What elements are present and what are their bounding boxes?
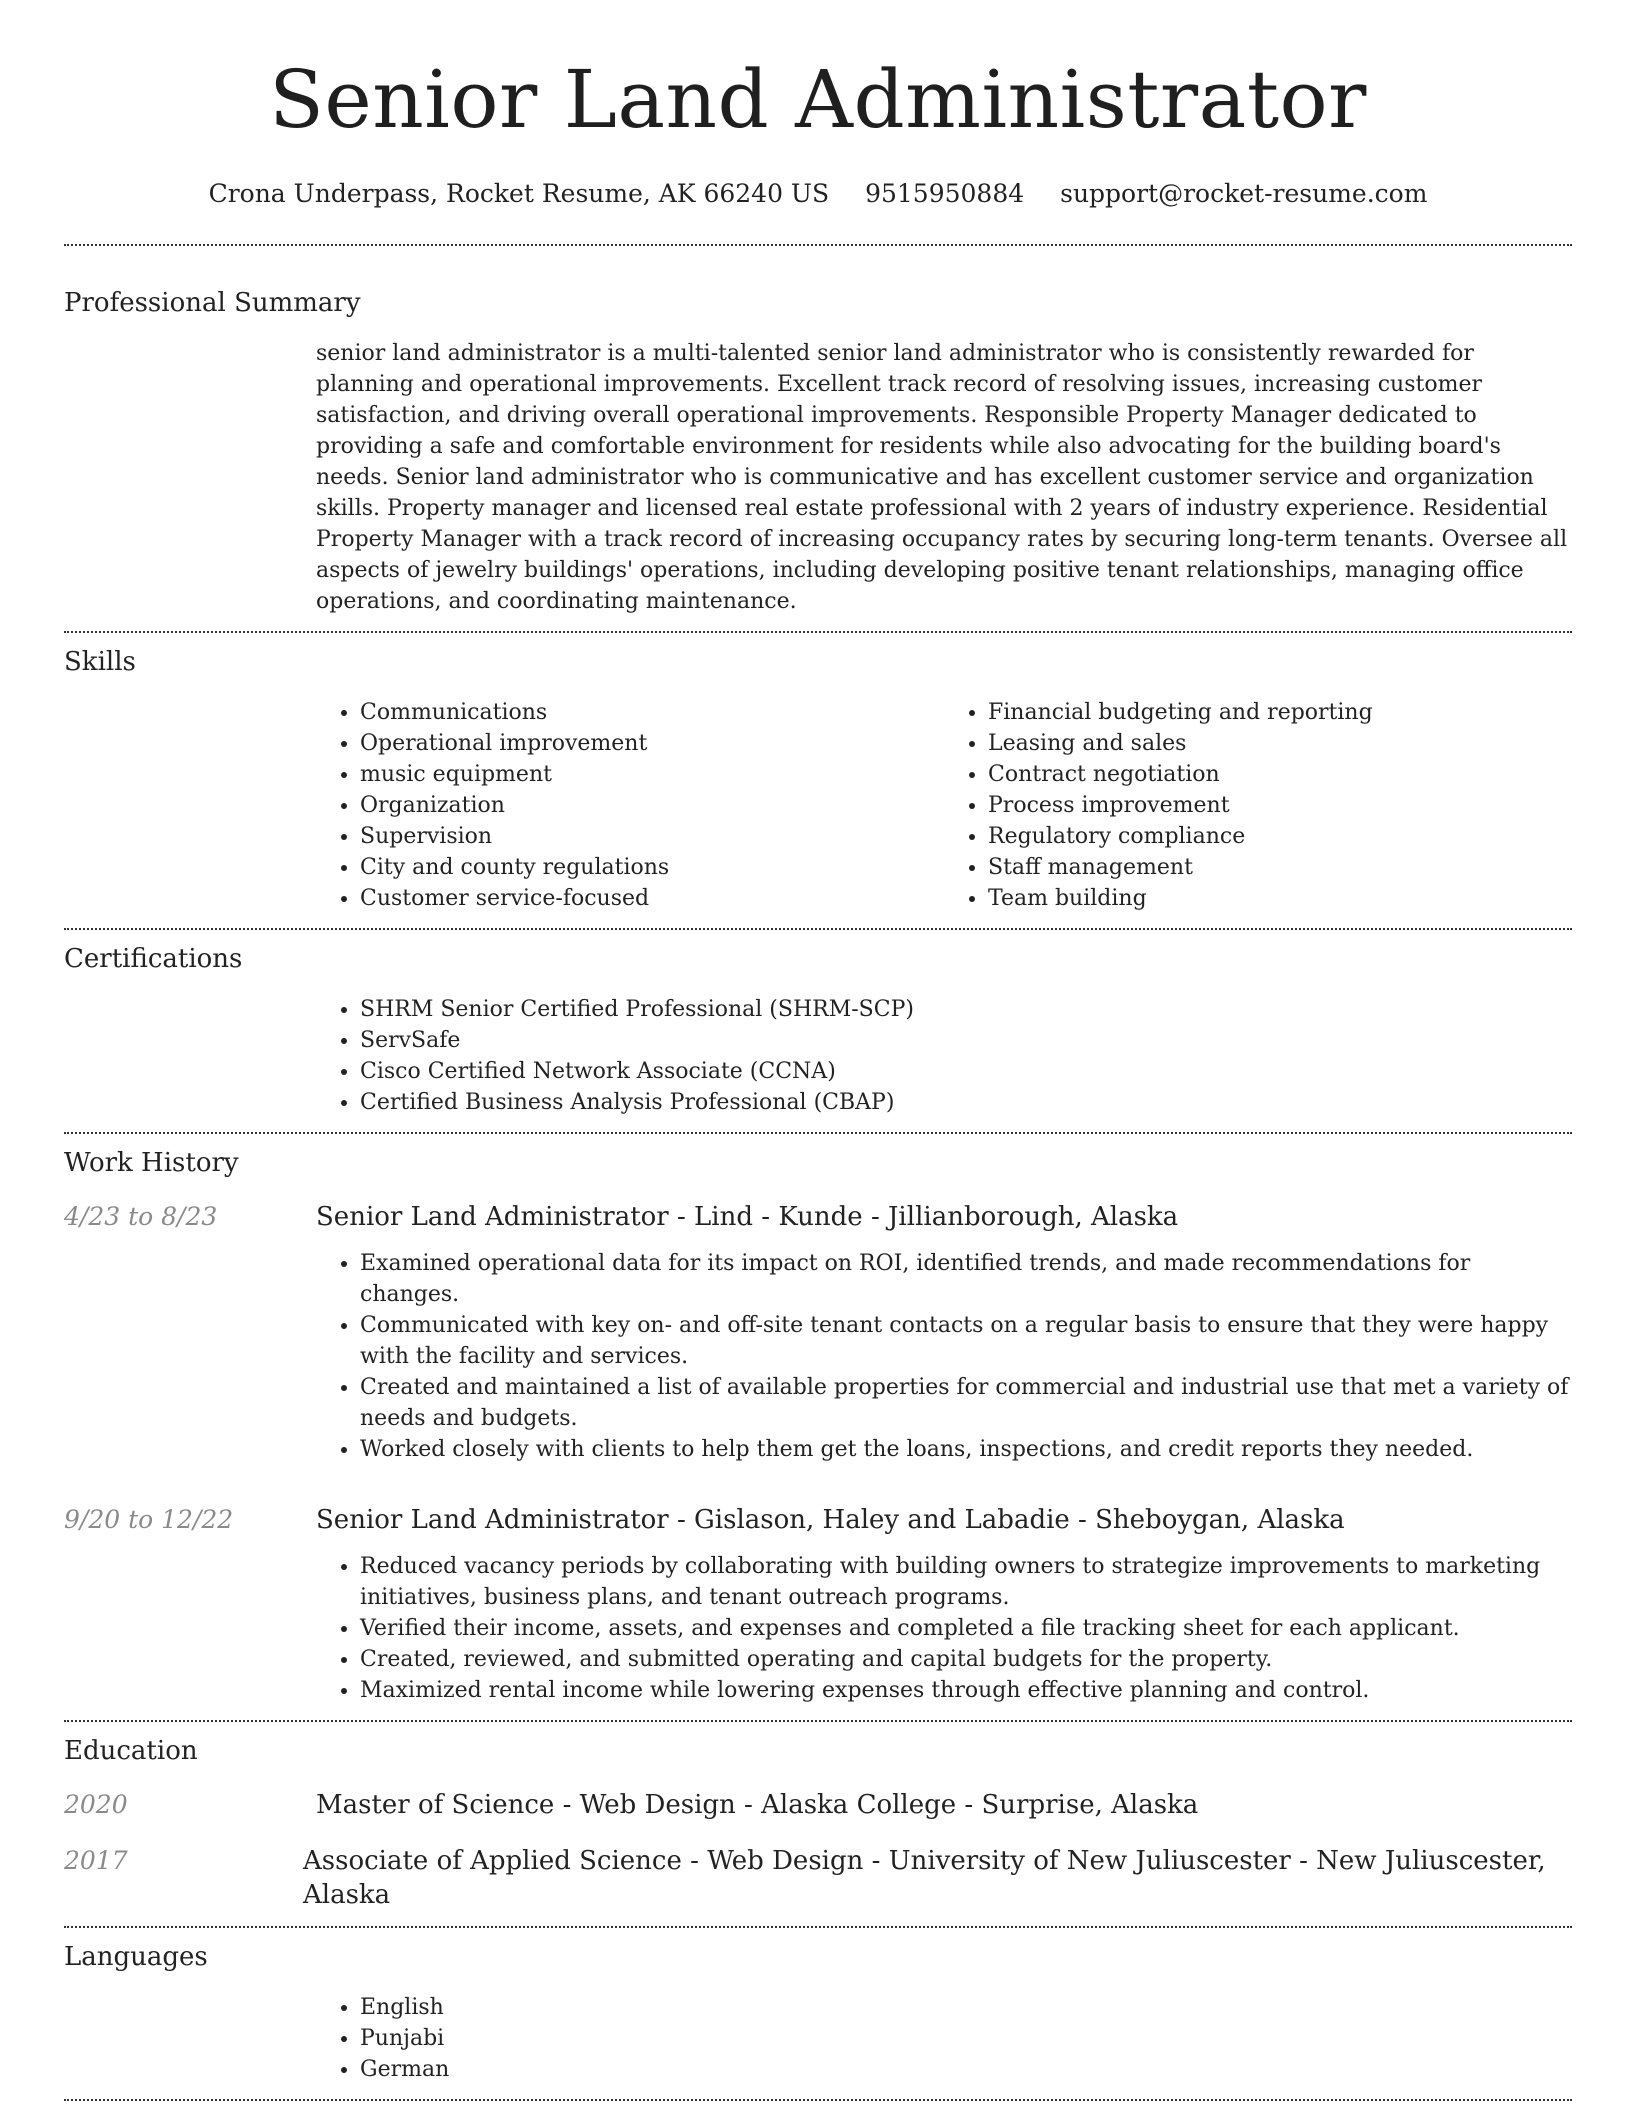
divider: [64, 928, 1572, 930]
divider: [64, 1132, 1572, 1134]
certification-item: • ServSafe: [360, 1025, 1572, 1056]
skill-item: • City and county regulations: [360, 852, 944, 883]
job-bullet: • Maximized rental income while lowering expenses through effective planning and control.: [360, 1675, 1572, 1706]
languages-section: [64, 1940, 1572, 2099]
education-heading: Education: [64, 1736, 198, 1766]
skill-item: • Customer service-focused: [360, 883, 944, 914]
job-title: Senior Land Administrator - Lind - Kunde - Jillianborough, Alaska: [316, 1202, 1179, 1232]
skills-section: [64, 645, 1572, 928]
job-dates: 9/20 to 12/22: [64, 1505, 234, 1534]
skill-item: • Financial budgeting and reporting: [988, 697, 1572, 728]
job-entry: [64, 1200, 1572, 1489]
skill-item: • music equipment: [360, 759, 944, 790]
contact-line: [64, 178, 1572, 210]
education-entry: [64, 1788, 1572, 1822]
candidate-name: Senior Land Administrator: [269, 53, 1367, 146]
skill-item: • Supervision: [360, 821, 944, 852]
languages-list: [316, 1992, 1572, 2099]
skills-list-left: [316, 697, 944, 914]
certification-item: • SHRM Senior Certified Professional (SHRM-SCP): [360, 994, 1572, 1025]
education-degree: Associate of Applied Science - Web Design - University of New Juliuscester - New Juliuscester, Alaska: [302, 1846, 1546, 1910]
skill-item: • Organization: [360, 790, 944, 821]
education-entry: [64, 1844, 1572, 1912]
skills-columns: [316, 697, 1572, 928]
job-body: [316, 1503, 1572, 1720]
divider: [64, 1720, 1572, 1722]
job-bullet: • Examined operational data for its impact on ROI, identified trends, and made recommendations for changes.: [360, 1248, 1572, 1310]
job-bullet: • Worked closely with clients to help them get the loans, inspections, and credit reports they needed.: [360, 1434, 1572, 1465]
education-year: 2020: [64, 1790, 128, 1819]
job-bullets: [316, 1551, 1572, 1720]
language-item: • Punjabi: [360, 2023, 1572, 2054]
email: support@rocket-resume.com: [1060, 179, 1428, 208]
address: Crona Underpass, Rocket Resume, AK 66240 US: [208, 179, 830, 208]
job-entry: [64, 1503, 1572, 1720]
job-bullets: [316, 1248, 1572, 1489]
job-bullet: • Created, reviewed, and submitted operating and capital budgets for the property.: [360, 1644, 1572, 1675]
summary-section: [64, 286, 1572, 631]
languages-content: [316, 1992, 1572, 2099]
job-dates: 4/23 to 8/23: [64, 1202, 218, 1231]
skill-item: • Team building: [988, 883, 1572, 914]
skill-item: • Contract negotiation: [988, 759, 1572, 790]
summary-text: senior land administrator is a multi-talented senior land administrator who is consistently rewarded for planning and operational improvements. Excellent track record of resolving issues, increasing customer satisfaction, and driving overall operational improvements. Responsible Property Manager dedicated to providing a safe and comfortable environment for residents while also advocating for the building board's needs. Senior land administrator who is communicative and has excellent customer service and organization skills. Property manager and licensed real estate professional with 2 years of industry experience. Residential Property Manager with a track record of increasing occupancy rates by securing long-term tenants. Oversee all aspects of jewelry buildings' operations, including developing positive tenant relationships, managing office operations, and coordinating maintenance.: [316, 341, 1568, 614]
certifications-list: [316, 994, 1572, 1132]
work-history-section: [64, 1146, 1572, 1720]
certifications-section: [64, 942, 1572, 1132]
skill-item: • Operational improvement: [360, 728, 944, 759]
education-list: [64, 1788, 1572, 1926]
job-bullet: • Communicated with key on- and off-site tenant contacts on a regular basis to ensure that they were happy with the facility and services.: [360, 1310, 1572, 1372]
skill-item: • Regulatory compliance: [988, 821, 1572, 852]
divider: [64, 2099, 1572, 2101]
job-title: Senior Land Administrator - Gislason, Haley and Labadie - Sheboygan, Alaska: [316, 1505, 1345, 1535]
languages-heading: Languages: [64, 1942, 208, 1972]
language-item: • English: [360, 1992, 1572, 2023]
certification-item: • Cisco Certified Network Associate (CCNA): [360, 1056, 1572, 1087]
certifications-heading: Certifications: [64, 944, 243, 974]
job-bullet: • Verified their income, assets, and expenses and completed a file tracking sheet for each applicant.: [360, 1613, 1572, 1644]
education-section: [64, 1734, 1572, 1926]
summary-heading: Professional Summary: [64, 288, 361, 318]
skill-item: • Process improvement: [988, 790, 1572, 821]
skill-item: • Leasing and sales: [988, 728, 1572, 759]
job-bullet: • Created and maintained a list of available properties for commercial and industrial use that met a variety of needs and budgets.: [360, 1372, 1572, 1434]
phone: 9515950884: [865, 179, 1025, 208]
language-item: • German: [360, 2054, 1572, 2085]
skills-heading: Skills: [64, 647, 136, 677]
education-year: 2017: [64, 1846, 128, 1875]
education-degree: Master of Science - Web Design - Alaska College - Surprise, Alaska: [316, 1790, 1199, 1820]
certification-item: • Certified Business Analysis Professional (CBAP): [360, 1087, 1572, 1118]
certifications-content: [316, 994, 1572, 1132]
job-bullet: • Reduced vacancy periods by collaborating with building owners to strategize improvements to marketing initiatives, business plans, and tenant outreach programs.: [360, 1551, 1572, 1613]
divider: [64, 244, 1572, 246]
work-history-heading: Work History: [64, 1148, 239, 1178]
job-body: [316, 1200, 1572, 1489]
skill-item: • Communications: [360, 697, 944, 728]
divider: [64, 631, 1572, 633]
divider: [64, 1926, 1572, 1928]
skills-list-right: [944, 697, 1572, 914]
skill-item: • Staff management: [988, 852, 1572, 883]
